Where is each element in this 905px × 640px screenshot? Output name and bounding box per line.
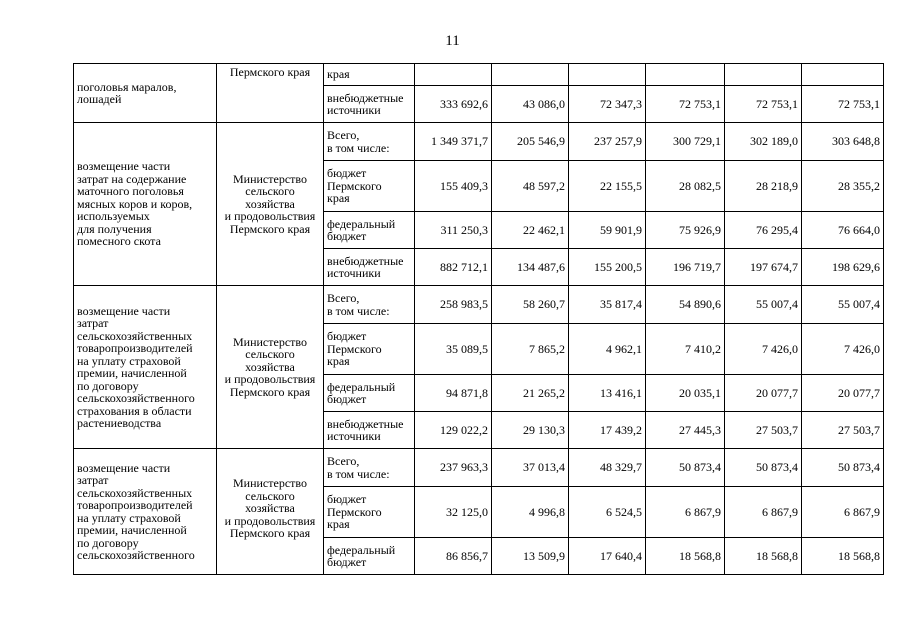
source-line: внебюджетные bbox=[327, 416, 404, 431]
funding-source-cell bbox=[324, 286, 415, 324]
value-cell bbox=[802, 64, 884, 86]
value-cell: 18 568,8 bbox=[725, 538, 802, 575]
value-cell: 20 077,7 bbox=[802, 375, 884, 412]
value-cell: 55 007,4 bbox=[802, 286, 884, 324]
value-cell: 6 867,9 bbox=[802, 487, 884, 538]
source-line: в том числе: bbox=[327, 303, 390, 318]
value-cell: 50 873,4 bbox=[725, 449, 802, 487]
value-cell: 32 125,0 bbox=[415, 487, 492, 538]
purpose-line: маточного поголовья bbox=[77, 184, 184, 199]
funding-source-cell bbox=[324, 161, 415, 212]
page-number: 11 bbox=[445, 33, 460, 49]
funding-source-cell bbox=[324, 375, 415, 412]
executor-line: и продовольствия bbox=[224, 513, 316, 528]
funding-source-cell bbox=[324, 538, 415, 575]
value-cell: 59 901,9 bbox=[569, 212, 646, 249]
value-cell: 303 648,8 bbox=[802, 123, 884, 161]
executor-line: и продовольствия bbox=[224, 209, 316, 224]
table-row bbox=[74, 123, 884, 161]
source-line: бюджет bbox=[327, 329, 367, 344]
purpose-line: товаропроизводителей bbox=[77, 341, 193, 355]
value-cell: 76 664,0 bbox=[802, 212, 884, 249]
table-body bbox=[74, 64, 884, 575]
funding-source-cell bbox=[324, 487, 415, 538]
value-cell: 300 729,1 bbox=[646, 123, 725, 161]
funding-source-cell bbox=[324, 449, 415, 487]
source-line: Всего, bbox=[327, 128, 360, 142]
value-cell: 237 963,3 bbox=[415, 449, 492, 487]
source-line: бюджет bbox=[327, 166, 367, 181]
table-row bbox=[74, 286, 884, 324]
purpose-line: по договору bbox=[77, 378, 139, 393]
purpose-line: возмещение части bbox=[77, 303, 171, 318]
source-line: бюджет bbox=[327, 229, 367, 243]
source-line: в том числе: bbox=[327, 140, 390, 155]
value-cell: 27 503,7 bbox=[725, 412, 802, 449]
table-row bbox=[74, 449, 884, 487]
value-cell: 13 509,9 bbox=[492, 538, 569, 575]
value-cell: 7 410,2 bbox=[646, 324, 725, 375]
source-line: Пермского bbox=[327, 178, 382, 193]
value-cell: 28 082,5 bbox=[646, 161, 725, 212]
purpose-line: для получения bbox=[77, 221, 152, 236]
value-cell: 6 867,9 bbox=[725, 487, 802, 538]
executor-cell bbox=[217, 64, 324, 123]
value-cell: 72 753,1 bbox=[802, 86, 884, 123]
source-line: в том числе: bbox=[327, 466, 390, 481]
value-cell: 22 462,1 bbox=[492, 212, 569, 249]
source-line: Всего, bbox=[327, 454, 360, 468]
value-cell: 882 712,1 bbox=[415, 249, 492, 286]
executor-line: Пермского края bbox=[229, 384, 311, 399]
purpose-cell bbox=[74, 286, 217, 449]
purpose-line: помесного скота bbox=[77, 234, 161, 249]
executor-line: сельского bbox=[245, 347, 295, 362]
value-cell: 72 347,3 bbox=[569, 86, 646, 123]
value-cell: 37 013,4 bbox=[492, 449, 569, 487]
value-cell: 205 546,9 bbox=[492, 123, 569, 161]
executor-line: Министерство bbox=[233, 171, 307, 186]
purpose-line: премии, начисленной bbox=[77, 523, 187, 537]
value-cell: 94 871,8 bbox=[415, 375, 492, 412]
executor-line: Пермского края bbox=[229, 526, 311, 540]
value-cell bbox=[725, 64, 802, 86]
source-line: бюджет bbox=[327, 492, 367, 507]
value-cell: 35 089,5 bbox=[415, 324, 492, 375]
purpose-cell bbox=[74, 64, 217, 123]
executor-cell bbox=[217, 123, 324, 286]
source-line: федеральный bbox=[327, 216, 396, 231]
value-cell: 86 856,7 bbox=[415, 538, 492, 575]
value-cell: 18 568,8 bbox=[646, 538, 725, 575]
source-line: края bbox=[327, 517, 350, 532]
value-cell: 58 260,7 bbox=[492, 286, 569, 324]
executor-cell bbox=[217, 286, 324, 449]
source-line: источники bbox=[327, 266, 381, 280]
value-cell: 258 983,5 bbox=[415, 286, 492, 324]
value-cell: 76 295,4 bbox=[725, 212, 802, 249]
value-cell: 134 487,6 bbox=[492, 249, 569, 286]
value-cell: 50 873,4 bbox=[802, 449, 884, 487]
value-cell: 50 873,4 bbox=[646, 449, 725, 487]
purpose-cell bbox=[74, 123, 217, 286]
value-cell: 13 416,1 bbox=[569, 375, 646, 412]
value-cell: 6 867,9 bbox=[646, 487, 725, 538]
table-row bbox=[74, 64, 884, 86]
executor-cell bbox=[217, 449, 324, 575]
budget-table bbox=[73, 63, 884, 575]
value-cell: 129 022,2 bbox=[415, 412, 492, 449]
value-cell: 21 265,2 bbox=[492, 375, 569, 412]
purpose-line: поголовья маралов, bbox=[77, 79, 177, 94]
purpose-line: сельскохозяйственных bbox=[77, 485, 193, 500]
value-cell bbox=[415, 64, 492, 86]
funding-source-cell bbox=[324, 64, 415, 86]
executor-line: Пермского края bbox=[229, 65, 311, 79]
value-cell: 22 155,5 bbox=[569, 161, 646, 212]
funding-source-cell bbox=[324, 123, 415, 161]
executor-line: сельского bbox=[245, 488, 295, 503]
value-cell: 28 218,9 bbox=[725, 161, 802, 212]
purpose-line: страхования в области bbox=[77, 403, 192, 418]
source-line: источники bbox=[327, 103, 381, 117]
value-cell: 27 503,7 bbox=[802, 412, 884, 449]
purpose-line: растениеводства bbox=[77, 416, 162, 430]
purpose-line: лошадей bbox=[77, 92, 122, 106]
purpose-line: затрат на содержание bbox=[77, 171, 187, 186]
purpose-line: по договору bbox=[77, 535, 139, 550]
source-line: внебюджетные bbox=[327, 253, 404, 268]
purpose-line: на уплату страховой bbox=[77, 353, 181, 368]
purpose-line: товаропроизводителей bbox=[77, 498, 193, 512]
funding-source-cell bbox=[324, 212, 415, 249]
value-cell: 72 753,1 bbox=[646, 86, 725, 123]
funding-source-cell bbox=[324, 86, 415, 123]
value-cell: 302 189,0 bbox=[725, 123, 802, 161]
source-line: края bbox=[327, 67, 350, 82]
purpose-line: сельскохозяйственного bbox=[77, 391, 195, 405]
purpose-line: возмещение части bbox=[77, 460, 171, 475]
value-cell: 20 077,7 bbox=[725, 375, 802, 412]
executor-line: Министерство bbox=[233, 334, 307, 349]
value-cell: 27 445,3 bbox=[646, 412, 725, 449]
executor-line: сельского bbox=[245, 184, 295, 199]
purpose-line: возмещение части bbox=[77, 159, 171, 174]
purpose-line: затрат bbox=[77, 316, 109, 330]
executor-line: и продовольствия bbox=[224, 372, 316, 387]
purpose-line: затрат bbox=[77, 473, 109, 487]
executor-line: Пермского края bbox=[229, 221, 311, 236]
value-cell: 17 640,4 bbox=[569, 538, 646, 575]
value-cell: 237 257,9 bbox=[569, 123, 646, 161]
value-cell: 196 719,7 bbox=[646, 249, 725, 286]
funding-source-cell bbox=[324, 412, 415, 449]
value-cell: 55 007,4 bbox=[725, 286, 802, 324]
value-cell: 7 865,2 bbox=[492, 324, 569, 375]
value-cell: 29 130,3 bbox=[492, 412, 569, 449]
source-line: Пермского bbox=[327, 341, 382, 356]
value-cell: 311 250,3 bbox=[415, 212, 492, 249]
value-cell: 155 409,3 bbox=[415, 161, 492, 212]
executor-line: хозяйства bbox=[245, 359, 295, 374]
value-cell: 7 426,0 bbox=[802, 324, 884, 375]
purpose-line: премии, начисленной bbox=[77, 366, 187, 380]
source-line: источники bbox=[327, 429, 381, 443]
value-cell: 28 355,2 bbox=[802, 161, 884, 212]
source-line: федеральный bbox=[327, 379, 396, 394]
value-cell: 155 200,5 bbox=[569, 249, 646, 286]
value-cell: 48 329,7 bbox=[569, 449, 646, 487]
value-cell: 4 996,8 bbox=[492, 487, 569, 538]
source-line: федеральный bbox=[327, 542, 396, 557]
value-cell: 198 629,6 bbox=[802, 249, 884, 286]
executor-line: Министерство bbox=[233, 476, 307, 490]
value-cell: 20 035,1 bbox=[646, 375, 725, 412]
source-line: бюджет bbox=[327, 392, 367, 406]
value-cell: 18 568,8 bbox=[802, 538, 884, 575]
value-cell: 17 439,2 bbox=[569, 412, 646, 449]
purpose-line: мясных коров и коров, bbox=[77, 196, 193, 211]
executor-line: хозяйства bbox=[245, 501, 295, 515]
source-line: бюджет bbox=[327, 555, 367, 569]
value-cell bbox=[646, 64, 725, 86]
funding-source-cell bbox=[324, 324, 415, 375]
purpose-line: сельскохозяйственных bbox=[77, 328, 193, 343]
value-cell: 75 926,9 bbox=[646, 212, 725, 249]
executor-line: хозяйства bbox=[245, 196, 295, 211]
value-cell: 43 086,0 bbox=[492, 86, 569, 123]
purpose-line: используемых bbox=[77, 209, 150, 224]
source-line: Пермского bbox=[327, 504, 382, 519]
purpose-cell bbox=[74, 449, 217, 575]
funding-source-cell bbox=[324, 249, 415, 286]
value-cell: 72 753,1 bbox=[725, 86, 802, 123]
value-cell: 6 524,5 bbox=[569, 487, 646, 538]
source-line: Всего, bbox=[327, 291, 360, 305]
value-cell bbox=[569, 64, 646, 86]
value-cell: 35 817,4 bbox=[569, 286, 646, 324]
purpose-line: сельскохозяйственного bbox=[77, 548, 195, 562]
source-line: края bbox=[327, 354, 350, 369]
purpose-line: на уплату страховой bbox=[77, 510, 181, 525]
value-cell: 4 962,1 bbox=[569, 324, 646, 375]
value-cell: 7 426,0 bbox=[725, 324, 802, 375]
value-cell bbox=[492, 64, 569, 86]
value-cell: 197 674,7 bbox=[725, 249, 802, 286]
source-line: внебюджетные bbox=[327, 90, 404, 105]
source-line: края bbox=[327, 191, 350, 206]
value-cell: 1 349 371,7 bbox=[415, 123, 492, 161]
value-cell: 48 597,2 bbox=[492, 161, 569, 212]
value-cell: 54 890,6 bbox=[646, 286, 725, 324]
value-cell: 333 692,6 bbox=[415, 86, 492, 123]
